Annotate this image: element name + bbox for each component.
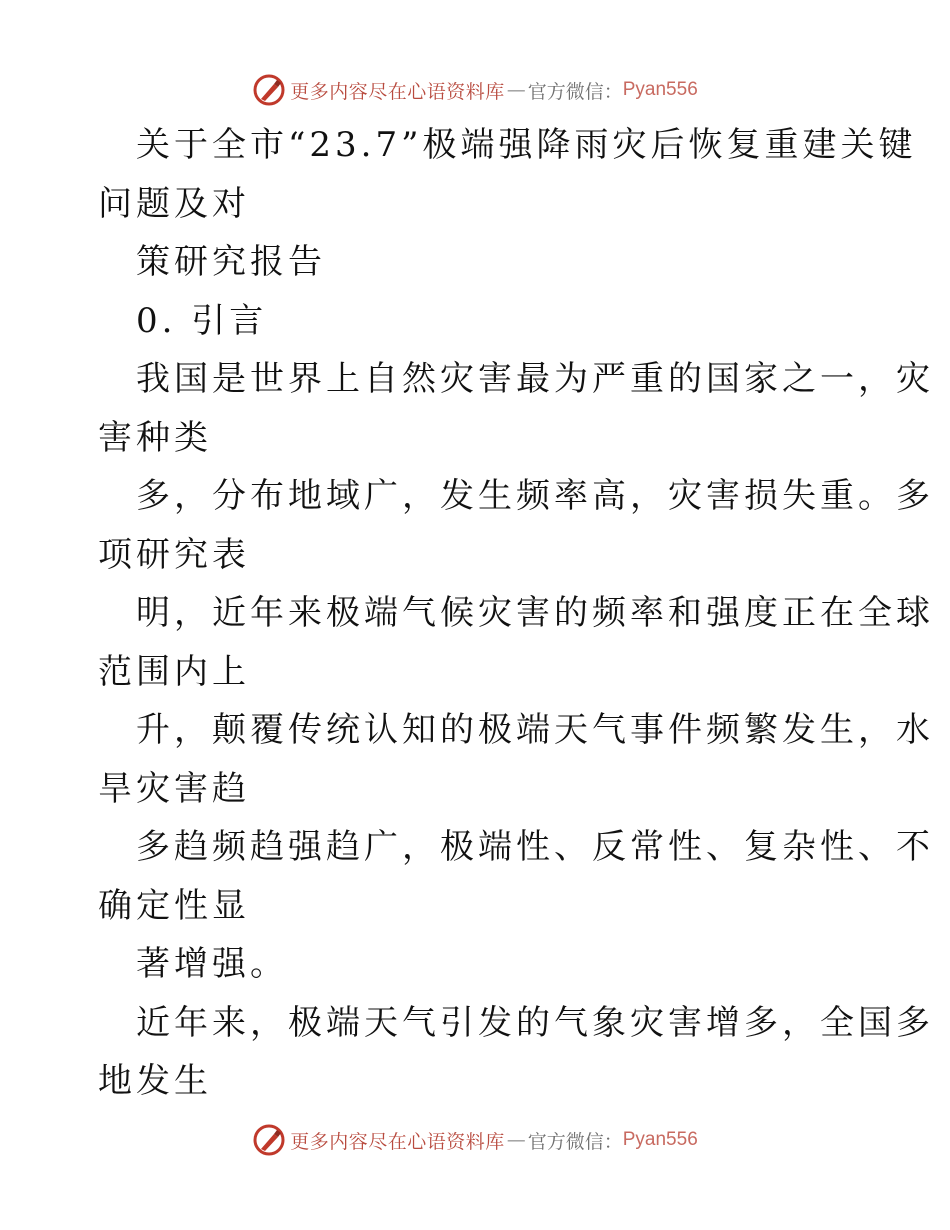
red-circle-pen-logo-icon [252, 73, 286, 107]
red-circle-pen-logo-icon [252, 1123, 286, 1157]
promo-text: 更多内容尽在心语资料库 [290, 80, 505, 103]
document-body [98, 116, 934, 1111]
separator: — [506, 79, 526, 101]
wechat-id: Pyan556 [622, 1129, 698, 1150]
doc-line: 范围内上 [98, 651, 250, 692]
doc-line: 明，近年来极端气候灾害的频率和强度正在全球 [136, 593, 934, 633]
doc-line: 关于全市“23.7”极端强降雨灾后恢复重建关键 [136, 125, 917, 165]
doc-line: 著增强。 [136, 944, 288, 984]
doc-line: 项研究表 [98, 534, 250, 575]
doc-line: 多，分布地域广，发生频率高，灾害损失重。多 [136, 476, 934, 516]
doc-line: 0. 引言 [136, 300, 268, 341]
doc-line: 旱灾害趋 [98, 768, 250, 809]
doc-line: 策研究报告 [136, 242, 326, 282]
doc-line: 地发生 [98, 1061, 212, 1101]
doc-line: 害种类 [98, 417, 212, 458]
footer-watermark-banner [0, 1120, 950, 1160]
doc-line: 升，颠覆传统认知的极端天气事件频繁发生，水 [136, 710, 934, 750]
doc-line: 问题及对 [98, 183, 250, 224]
header-watermark-banner [0, 70, 950, 110]
doc-line: 确定性显 [98, 885, 250, 926]
separator: — [506, 1129, 526, 1151]
doc-line: 多趋频趋强趋广，极端性、反常性、复杂性、不 [136, 827, 934, 867]
wechat-id: Pyan556 [622, 79, 698, 100]
doc-line: 我国是世界上自然灾害最为严重的国家之一，灾 [136, 359, 934, 399]
wechat-label: 官方微信： [527, 80, 623, 103]
doc-line: 近年来，极端天气引发的气象灾害增多，全国多 [136, 1002, 934, 1043]
wechat-label: 官方微信： [527, 1130, 623, 1153]
promo-text: 更多内容尽在心语资料库 [290, 1130, 505, 1153]
